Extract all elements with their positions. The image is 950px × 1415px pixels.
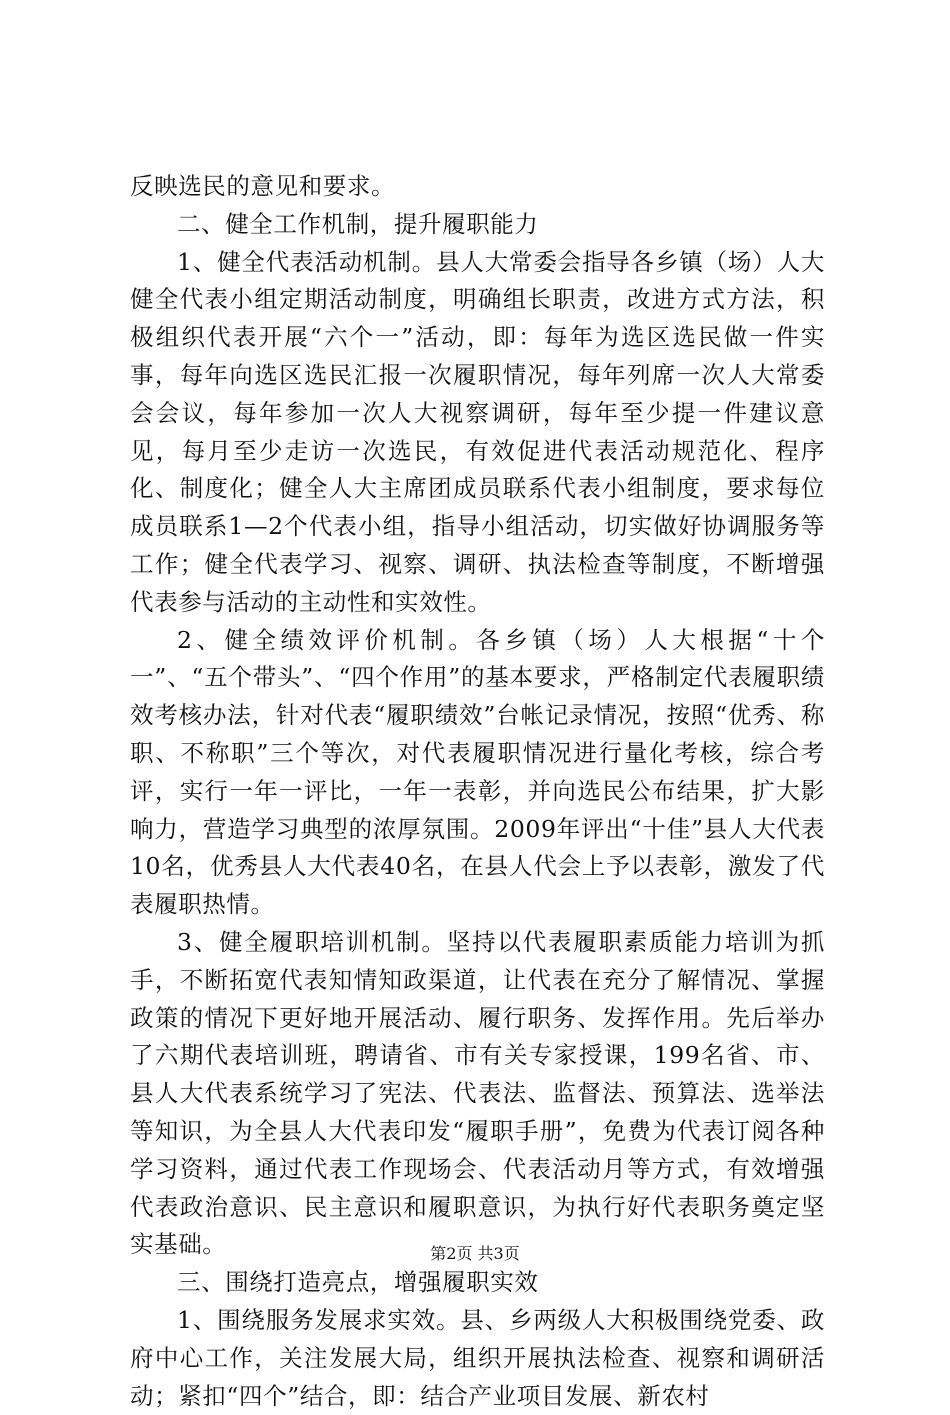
section-heading-2: 二、健全工作机制，提升履职能力 — [177, 209, 539, 238]
paragraph-training-mechanism: 3、健全履职培训机制。坚持以代表履职素质能力培训为抓手，不断拓宽代表知情知政渠道，让代表在充分了解情况、掌握政策的情况下更好地开展活动、履行职务、发挥作用。先后举办了六期代表培训班，聘请省、市有关专家授课，199名省、市、县人大代表系统学习了宪法、代表法、监督法、预算法、选举法等知识，为全县人大代表印发“履职手册”，免费为代表订阅各种学习资料，通过代表工作现场会、代表活动月等方式，有效增强代表政治意识、民主意识和履职意识，为执行好代表职务奠定坚实基础。 — [130, 927, 825, 1259]
paragraph-activity-mechanism: 1、健全代表活动机制。县人大常委会指导各乡镇（场）人大健全代表小组定期活动制度，明确组长职责，改进方式方法，积极组织代表开展“六个一”活动，即：每年为选区选民做一件实事，每年向选区选民汇报一次履职情况，每年列席一次人大常委会会议，每年参加一次人大视察调研，每年至少提一件建议意见，每月至少走访一次选民，有效促进代表活动规范化、程序化、制度化；健全人大主席团成员联系代表小组制度，要求每位成员联系1—2个代表小组，指导小组活动，切实做好协调服务等工作；健全代表学习、视察、调研、执法检查等制度，不断增强代表参与活动的主动性和实效性。 — [130, 247, 825, 616]
page-number-footer: 第2页 共3页 — [430, 1244, 520, 1263]
document-body — [130, 168, 825, 1415]
paragraph-continuation: 反映选民的意见和要求。 — [130, 172, 396, 200]
paragraph-performance-evaluation: 2、健全绩效评价机制。各乡镇（场）人大根据“十个一”、“五个带头”、“四个作用”的基本要求，严格制定代表履职绩效考核办法，针对代表“履职绩效”台帐记录情况，按照“优秀、称职、不称职”三个等次，对代表履职情况进行量化考核，综合考评，实行一年一评比，一年一表彰，并向选民公布结果，扩大影响力，营造学习典型的浓厚氛围。2009年评出“十佳”县人大代表10名，优秀县人大代表40名，在县人代会上予以表彰，激发了代表履职热情。 — [130, 625, 825, 919]
paragraph-service-development: 1、围绕服务发展求实效。县、乡两级人大积极围绕党委、政府中心工作，关注发展大局，组织开展执法检查、视察和调研活动；紧扣“四个”结合，即：结合产业项目发展、新农村 — [130, 1305, 825, 1410]
section-heading-3: 三、围绕打造亮点，增强履职实效 — [177, 1268, 539, 1297]
